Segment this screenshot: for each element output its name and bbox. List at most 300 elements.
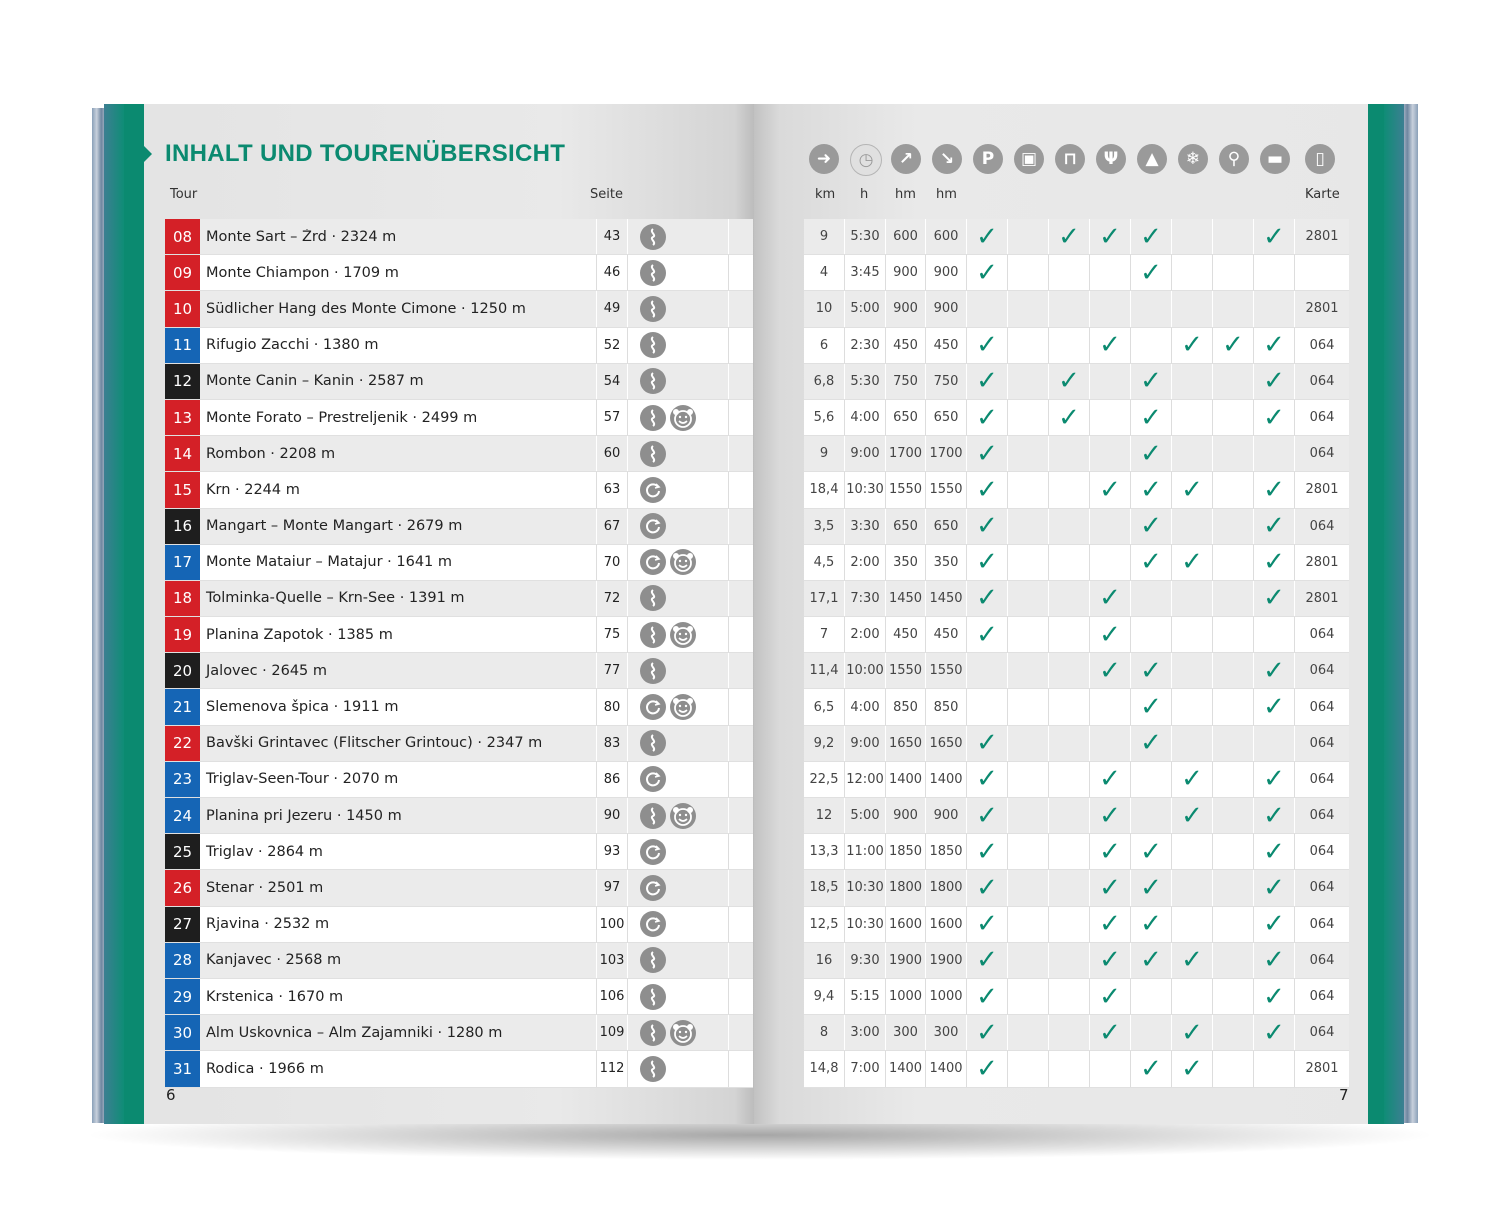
check-cell [1131, 328, 1172, 363]
checkmark-icon: ✓ [1140, 547, 1162, 578]
column-divider [728, 291, 729, 326]
tour-list [165, 219, 753, 1088]
tour-row[interactable] [165, 581, 753, 617]
check-cell [1131, 834, 1172, 869]
checkmark-icon: ✓ [976, 474, 998, 505]
tour-name[interactable]: Mangart – Monte Mangart · 2679 m [206, 518, 463, 535]
checkmark-icon: ✓ [1263, 583, 1285, 614]
checkmark-icon: ✓ [1140, 257, 1162, 288]
tour-data-row [804, 400, 1349, 436]
distance-km: 17,1 [804, 581, 845, 616]
check-cell [1008, 436, 1049, 471]
tour-name[interactable]: Kanjavec · 2568 m [206, 952, 342, 969]
check-cell [967, 979, 1008, 1014]
tour-name[interactable]: Rombon · 2208 m [206, 445, 336, 462]
green-band-right [1368, 104, 1384, 1124]
tour-name[interactable]: Krn · 2244 m [206, 481, 300, 498]
duration-h: 9:30 [845, 943, 886, 978]
checkmark-icon: ✓ [1263, 402, 1285, 433]
one-way-route-icon [640, 368, 666, 394]
duration-h: 2:00 [845, 545, 886, 580]
check-cell [1008, 1015, 1049, 1050]
duration-h: 9:00 [845, 726, 886, 761]
check-cell [1254, 581, 1295, 616]
tour-page-number[interactable]: 86 [603, 771, 621, 787]
tour-page-number[interactable]: 109 [599, 1025, 625, 1041]
checkmark-icon: ✓ [1181, 764, 1203, 795]
tour-page-number[interactable]: 52 [603, 337, 621, 353]
check-cell [1213, 1015, 1254, 1050]
ascent-hm: 350 [886, 545, 926, 580]
check-cell [1254, 617, 1295, 652]
tour-type-icons [628, 260, 728, 286]
tour-page-number[interactable]: 49 [603, 301, 621, 317]
tour-row[interactable] [165, 255, 753, 291]
check-cell [967, 328, 1008, 363]
tour-page-number[interactable]: 97 [603, 880, 621, 896]
check-cell [1131, 581, 1172, 616]
check-cell [1172, 1015, 1213, 1050]
checkmark-icon: ✓ [1181, 945, 1203, 976]
tour-page-number[interactable]: 63 [603, 482, 621, 498]
tour-page-number[interactable]: 60 [603, 446, 621, 462]
check-cell [1213, 400, 1254, 435]
distance-km: 14,8 [804, 1051, 845, 1086]
check-cell [1008, 617, 1049, 652]
tour-row[interactable] [165, 436, 753, 472]
tour-data-row [804, 617, 1349, 653]
descent-hm: 1650 [926, 726, 967, 761]
tour-data-row [804, 907, 1349, 943]
tour-row[interactable] [165, 943, 753, 979]
tour-page-number[interactable]: 106 [599, 989, 625, 1005]
check-cell [1213, 762, 1254, 797]
column-divider [728, 870, 729, 905]
check-cell [1008, 870, 1049, 905]
descent-hm: 1400 [926, 762, 967, 797]
checkmark-icon: ✓ [1140, 402, 1162, 433]
tour-row[interactable] [165, 400, 753, 436]
checkmark-icon: ✓ [1263, 330, 1285, 361]
checkmark-icon: ✓ [1140, 1053, 1162, 1084]
checkmark-icon: ✓ [976, 619, 998, 650]
check-cell [1090, 834, 1131, 869]
check-cell [1172, 653, 1213, 688]
checkmark-icon: ✓ [1140, 728, 1162, 759]
check-cell [1254, 798, 1295, 833]
check-cell [1131, 472, 1172, 507]
column-divider [728, 509, 729, 544]
tour-row[interactable] [165, 979, 753, 1015]
tour-page-number[interactable]: 75 [603, 627, 621, 643]
distance-km: 10 [804, 291, 845, 326]
check-cell [967, 291, 1008, 326]
map-number: 2801 [1305, 1061, 1339, 1077]
tour-name[interactable]: Rifugio Zacchi · 1380 m [206, 337, 379, 354]
tour-page-number[interactable]: 67 [603, 518, 621, 534]
check-cell [1172, 1051, 1213, 1086]
page-edges-right [1402, 104, 1418, 1123]
check-cell [1131, 545, 1172, 580]
tour-name[interactable]: Triglav-Seen-Tour · 2070 m [206, 771, 399, 788]
tour-data-row [804, 328, 1349, 364]
tour-number-badge: 21 [165, 689, 200, 724]
ascent-hm: 900 [886, 291, 926, 326]
duration-h: 5:15 [845, 979, 886, 1014]
check-cell [1008, 472, 1049, 507]
page-number-left: 6 [166, 1086, 176, 1104]
tour-name[interactable]: Rodica · 1966 m [206, 1060, 324, 1077]
loop-route-icon [640, 694, 666, 720]
restaurant-icon: Ψ [1096, 144, 1126, 174]
ascent-hm: 650 [886, 509, 926, 544]
checkmark-icon: ✓ [976, 257, 998, 288]
checkmark-icon: ✓ [1140, 474, 1162, 505]
check-cell [967, 907, 1008, 942]
check-cell [1131, 509, 1172, 544]
tour-number-badge: 15 [165, 472, 200, 507]
cover-edge-right [1384, 104, 1404, 1124]
distance-km: 6,8 [804, 364, 845, 399]
tour-number-badge: 29 [165, 979, 200, 1014]
check-cell [1049, 255, 1090, 290]
check-cell [1090, 472, 1131, 507]
distance-km: 3,5 [804, 509, 845, 544]
tour-page-number[interactable]: 93 [603, 844, 621, 860]
tour-type-icons [628, 441, 728, 467]
tour-name[interactable]: Krstenica · 1670 m [206, 988, 344, 1005]
winter-icon: ❄ [1178, 144, 1208, 174]
right-page [754, 104, 1404, 1124]
ascent-hm: 1400 [886, 1051, 926, 1086]
tour-page-number[interactable]: 80 [603, 699, 621, 715]
tour-page-number[interactable]: 77 [603, 663, 621, 679]
ascent-hm: 600 [886, 219, 926, 254]
checkmark-icon: ✓ [976, 583, 998, 614]
check-cell [1131, 726, 1172, 761]
check-cell [1049, 617, 1090, 652]
checkmark-icon: ✓ [976, 1017, 998, 1048]
check-cell [1090, 726, 1131, 761]
tour-row[interactable] [165, 907, 753, 943]
tour-row[interactable] [165, 617, 753, 653]
check-cell [967, 870, 1008, 905]
tour-name[interactable]: Tolminka-Quelle – Krn-See · 1391 m [206, 590, 465, 607]
ascent-hm: 300 [886, 1015, 926, 1050]
check-cell [1213, 834, 1254, 869]
column-divider [728, 834, 729, 869]
check-cell [967, 1051, 1008, 1086]
kids-friendly-icon [670, 405, 696, 431]
tour-number-badge: 23 [165, 762, 200, 797]
tour-name[interactable]: Rjavina · 2532 m [206, 916, 330, 933]
tour-page-number[interactable]: 46 [603, 265, 621, 281]
check-cell [1213, 617, 1254, 652]
check-cell [1172, 943, 1213, 978]
check-cell [967, 581, 1008, 616]
one-way-route-icon [640, 730, 666, 756]
check-cell [1213, 436, 1254, 471]
check-cell [1131, 617, 1172, 652]
map-number: 064 [1309, 663, 1335, 679]
checkmark-icon: ✓ [1099, 909, 1121, 940]
tour-number-badge: 08 [165, 219, 200, 254]
checkmark-icon: ✓ [1058, 366, 1080, 397]
check-cell [1254, 255, 1295, 290]
check-cell [1172, 726, 1213, 761]
check-cell [1254, 689, 1295, 724]
tour-row[interactable] [165, 689, 753, 725]
check-cell [1049, 870, 1090, 905]
checkmark-icon: ✓ [976, 438, 998, 469]
tour-row[interactable] [165, 870, 753, 906]
tour-data-row [804, 219, 1349, 255]
check-cell [1131, 255, 1172, 290]
tour-row[interactable] [165, 798, 753, 834]
distance-km: 8 [804, 1015, 845, 1050]
tour-page-number[interactable]: 83 [603, 735, 621, 751]
tour-name[interactable]: Jalovec · 2645 m [206, 662, 327, 679]
checkmark-icon: ✓ [1099, 655, 1121, 686]
tour-type-icons [628, 513, 728, 539]
checkmark-icon: ✓ [1263, 511, 1285, 542]
check-cell [1254, 364, 1295, 399]
map-number: 064 [1309, 844, 1335, 860]
tour-name[interactable]: Monte Chiampon · 1709 m [206, 264, 399, 281]
check-cell [1254, 1051, 1295, 1086]
loop-route-icon [640, 766, 666, 792]
check-cell [1213, 726, 1254, 761]
tour-type-icons [628, 694, 728, 720]
check-cell [1131, 653, 1172, 688]
checkmark-icon: ✓ [976, 764, 998, 795]
duration-h: 2:00 [845, 617, 886, 652]
check-cell [1090, 219, 1131, 254]
check-cell [1008, 689, 1049, 724]
check-cell [1131, 979, 1172, 1014]
tour-data-row [804, 436, 1349, 472]
tour-page-number[interactable]: 90 [603, 808, 621, 824]
check-cell [1049, 798, 1090, 833]
check-cell [1254, 472, 1295, 507]
ascent-icon: ↗ [891, 144, 921, 174]
tour-name[interactable]: Bavški Grintavec (Flitscher Grintouc) · 2347 m [206, 735, 543, 752]
tour-name[interactable]: Slemenova špica · 1911 m [206, 699, 399, 716]
check-cell [1172, 798, 1213, 833]
tour-row[interactable] [165, 653, 753, 689]
check-cell [1090, 364, 1131, 399]
check-cell [1049, 834, 1090, 869]
tour-page-number[interactable]: 54 [603, 373, 621, 389]
tour-data-row [804, 834, 1349, 870]
check-cell [1008, 726, 1049, 761]
check-cell [1254, 400, 1295, 435]
check-cell [1049, 509, 1090, 544]
tour-page-number[interactable]: 72 [603, 590, 621, 606]
tour-row[interactable] [165, 834, 753, 870]
checkmark-icon: ✓ [1099, 474, 1121, 505]
tour-row[interactable] [165, 291, 753, 327]
check-cell [1172, 436, 1213, 471]
tour-page-number[interactable]: 100 [599, 916, 625, 932]
check-cell [1090, 762, 1131, 797]
check-cell [1090, 617, 1131, 652]
column-divider [728, 617, 729, 652]
tour-name[interactable]: Monte Sart – Žrd · 2324 m [206, 228, 397, 245]
checkmark-icon: ✓ [976, 1053, 998, 1084]
tour-row[interactable] [165, 472, 753, 508]
one-way-route-icon [640, 984, 666, 1010]
tour-name[interactable]: Monte Mataiur – Matajur · 1641 m [206, 554, 453, 571]
check-cell [1172, 364, 1213, 399]
tour-row[interactable] [165, 726, 753, 762]
check-cell [1049, 436, 1090, 471]
check-cell [1090, 255, 1131, 290]
tour-page-number[interactable]: 43 [603, 229, 621, 245]
tour-page-number[interactable]: 103 [599, 952, 625, 968]
check-cell [1090, 545, 1131, 580]
one-way-route-icon [640, 1056, 666, 1082]
check-cell [1131, 798, 1172, 833]
tour-name[interactable]: Planina pri Jezeru · 1450 m [206, 807, 402, 824]
checkmark-icon: ✓ [1140, 366, 1162, 397]
check-cell [1213, 219, 1254, 254]
duration-h: 2:30 [845, 328, 886, 363]
tour-data-row [804, 364, 1349, 400]
bike-icon: ⚲ [1219, 144, 1249, 174]
check-cell [967, 762, 1008, 797]
distance-km: 6,5 [804, 689, 845, 724]
check-cell [1254, 653, 1295, 688]
map-number: 064 [1309, 880, 1335, 896]
tour-row[interactable] [165, 509, 753, 545]
one-way-route-icon [640, 622, 666, 648]
tour-page-number[interactable]: 112 [599, 1061, 625, 1077]
check-cell [1213, 472, 1254, 507]
tour-name[interactable]: Monte Canin – Kanin · 2587 m [206, 373, 424, 390]
tour-name[interactable]: Alm Uskovnica – Alm Zajamniki · 1280 m [206, 1024, 503, 1041]
tour-row[interactable] [165, 328, 753, 364]
column-divider [728, 436, 729, 471]
checkmark-icon: ✓ [1099, 836, 1121, 867]
distance-km: 7 [804, 617, 845, 652]
check-cell [1049, 364, 1090, 399]
checkmark-icon: ✓ [1263, 221, 1285, 252]
tour-row[interactable] [165, 1015, 753, 1051]
tour-row[interactable] [165, 545, 753, 581]
check-cell [1172, 689, 1213, 724]
map-number: 064 [1309, 1025, 1335, 1041]
tour-type-icons [628, 296, 728, 322]
check-cell [1172, 219, 1213, 254]
check-cell [967, 798, 1008, 833]
descent-hm: 650 [926, 400, 967, 435]
checkmark-icon: ✓ [1263, 945, 1285, 976]
tour-data-row [804, 581, 1349, 617]
tour-row[interactable] [165, 219, 753, 255]
check-cell [1008, 219, 1049, 254]
check-cell [1049, 907, 1090, 942]
tour-row[interactable] [165, 1051, 753, 1087]
tour-data-row [804, 653, 1349, 689]
check-cell [1008, 400, 1049, 435]
distance-km: 22,5 [804, 762, 845, 797]
ascent-hm: 850 [886, 689, 926, 724]
ascent-hm: 900 [886, 798, 926, 833]
tour-name[interactable]: Südlicher Hang des Monte Cimone · 1250 m [206, 300, 526, 317]
tour-type-icons [628, 224, 728, 250]
check-cell [1254, 907, 1295, 942]
checkmark-icon: ✓ [1263, 836, 1285, 867]
duration-h: 3:45 [845, 255, 886, 290]
tour-data-row [804, 689, 1349, 725]
loop-route-icon [640, 549, 666, 575]
loop-route-icon [640, 875, 666, 901]
check-cell [1131, 400, 1172, 435]
checkmark-icon: ✓ [976, 547, 998, 578]
column-divider [728, 400, 729, 435]
tour-type-icons [628, 368, 728, 394]
cable-car-icon: ⊓ [1055, 144, 1085, 174]
cover-edge-left [104, 104, 124, 1124]
tour-row[interactable] [165, 364, 753, 400]
check-cell [1090, 291, 1131, 326]
tour-name[interactable]: Monte Forato – Prestreljenik · 2499 m [206, 409, 478, 426]
check-cell [1008, 291, 1049, 326]
ascent-hm: 1650 [886, 726, 926, 761]
checkmark-icon: ✓ [976, 945, 998, 976]
title-arrow-icon [144, 146, 152, 162]
descent-hm: 750 [926, 364, 967, 399]
check-cell [1213, 1051, 1254, 1086]
tour-page-number[interactable]: 70 [603, 554, 621, 570]
map-number: 2801 [1305, 554, 1339, 570]
check-cell [1049, 472, 1090, 507]
check-cell [1172, 291, 1213, 326]
ascent-hm: 1900 [886, 943, 926, 978]
check-cell [1172, 617, 1213, 652]
distance-km: 5,6 [804, 400, 845, 435]
tour-page-number[interactable]: 57 [603, 410, 621, 426]
tour-type-icons [628, 766, 728, 792]
ascent-hm: 1550 [886, 653, 926, 688]
check-cell [1131, 762, 1172, 797]
checkmark-icon: ✓ [1263, 692, 1285, 723]
bus-icon: ▣ [1014, 144, 1044, 174]
checkmark-icon: ✓ [976, 402, 998, 433]
check-cell [1131, 364, 1172, 399]
map-icon: ▯ [1305, 144, 1335, 174]
distance-km: 12 [804, 798, 845, 833]
one-way-route-icon [640, 260, 666, 286]
check-cell [1049, 545, 1090, 580]
tour-number-badge: 19 [165, 617, 200, 652]
tour-row[interactable] [165, 762, 753, 798]
descent-hm: 1400 [926, 1051, 967, 1086]
tour-type-icons [628, 477, 728, 503]
tour-data-row [804, 726, 1349, 762]
duration-h: 10:30 [845, 907, 886, 942]
tour-name[interactable]: Planina Zapotok · 1385 m [206, 626, 393, 643]
duration-h: 7:00 [845, 1051, 886, 1086]
check-cell [967, 400, 1008, 435]
distance-km: 4,5 [804, 545, 845, 580]
descent-hm: 850 [926, 689, 967, 724]
tour-name[interactable]: Triglav · 2864 m [206, 843, 323, 860]
tour-name[interactable]: Stenar · 2501 m [206, 879, 324, 896]
ascent-hm: 1600 [886, 907, 926, 942]
check-cell [1131, 291, 1172, 326]
